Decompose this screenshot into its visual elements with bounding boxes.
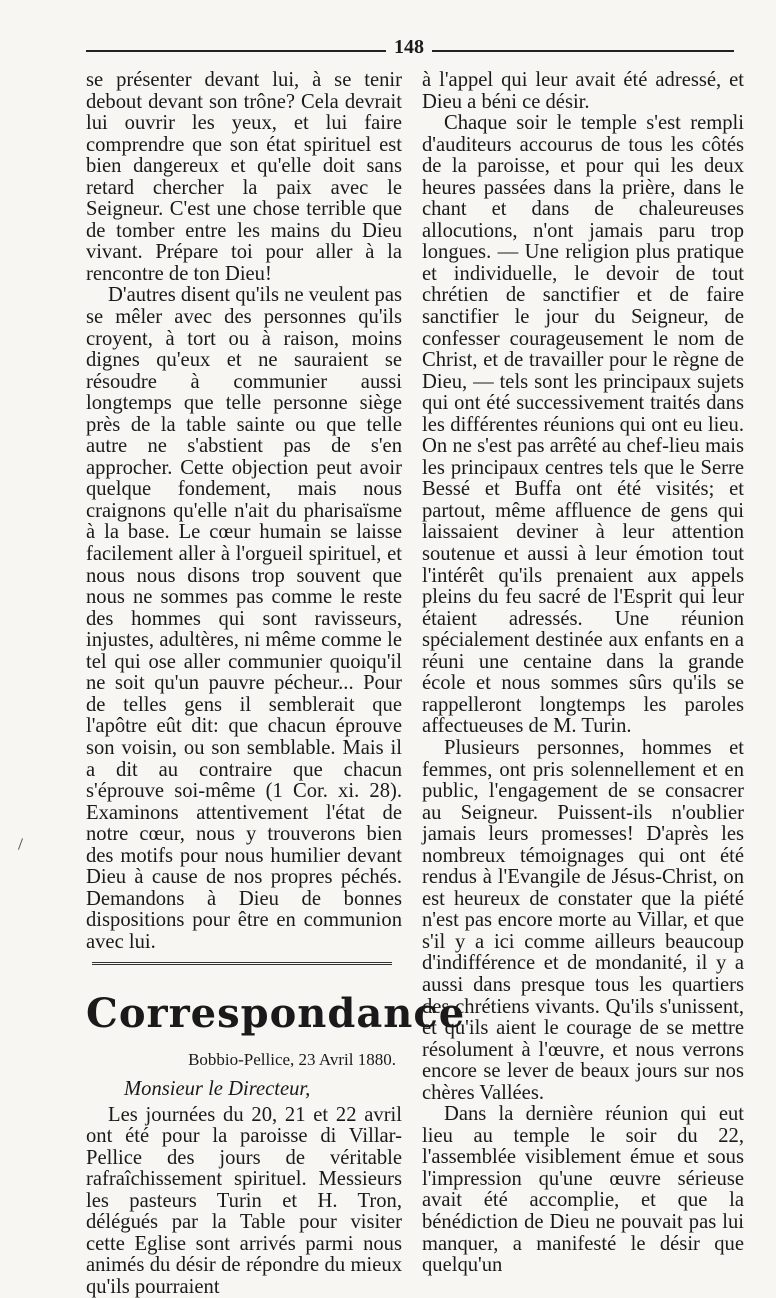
header-rule-left: [86, 50, 386, 52]
section-title: Correspondance: [86, 990, 466, 1038]
margin-mark: [18, 838, 23, 850]
paragraph: D'autres disent qu'ils ne veulent pas se mêler avec des personnes qu'ils croyent, à tort ou à raison, moins dignes qu'eux et ne sauraient se résoudre à communier aussi longtemps que telle personne siège près de la table sainte ou que telle autre ne s'abstient pas de s'en approcher. Cette objection peut avoir quelque fondement, mais nous craignons qu'elle n'ait du pharisaïsme à la base. Le cœur humain se laisse facilement aller à l'orgueil spirituel, et nous nous disons trop souvent que nous ne sommes pas comme le reste des hommes qui sont ravisseurs, injustes, adultères, ni même comme le tel qui ose aller communier quoiqu'il ne soit qu'un pauvre pécheur... Pour de telles gens il semblerait que l'apôtre eût dit: que chacun éprouve son voisin, ou son semblable. Mais il a dit au contraire que chacun s'éprouve soi-même (1 Cor. xi. 28). Examinons attentivement l'état de notre cœur, nous y trouverons bien des motifs pour nous humilier devant Dieu à cause de nos propres péchés. Demandons à Dieu de bonnes dispositions pour être en communion avec lui.: [86, 284, 402, 953]
left-column: [86, 69, 466, 1298]
paragraph: Plusieurs personnes, hommes et femmes, ont pris solennellement et en public, l'engagement de se consacrer au Seigneur. Puissent-ils n'oublier jamais leurs promesses! D'après les nombreux témoignages qui ont été rendus à l'Evangile de Jésus-Christ, on est heureux de constater que la piété n'est pas encore morte au Villar, et que s'il y a ici comme ailleurs beaucoup d'indifférence et de mondanité, il y a aussi dans presque tous les quartiers des chrétiens vivants. Qu'ils s'unissent, et qu'ils aient le courage de se mettre résolument à l'œuvre, et nous verrons encore se lever de beaux jours sur nos chères Vallées.: [422, 736, 744, 1104]
right-column: [422, 70, 744, 1277]
letter-dateline: Bobbio-Pellice, 23 Avril 1880.: [188, 1050, 396, 1070]
paragraph: Chaque soir le temple s'est rempli d'auditeurs accourus de tous les côtés de la paroisse, et pour qui les deux heures passées dans la prière, dans le chant et dans de chaleureuses allocutions, n'ont jamais paru trop longues. — Une religion plus pratique et individuelle, le devoir de tout chrétien de sanctifier et de faire sanctifier le jour du Seigneur, de confesser courageusement le nom de Christ, et de travailler pour le règne de Dieu, — tels sont les principaux sujets qui ont été successivement traités dans les différentes réunions qui ont eu lieu. On ne s'est pas arrêté au chef-lieu mais les principaux centres tels que le Serre Bessé et Buffa ont été visités; et partout, même affluence de gens qui laissaient deviner à leur attention soutenue et aussi à leur émotion tout l'intérêt qu'ils prenaient aux appels pleins du feu sacré de l'Esprit qui leur étaient adressés. Une réunion spécialement destinée aux enfants en a réuni une centaine dans la grande école et nous sommes sûrs qu'ils se rappelleront longtemps les paroles affectueuses de M. Turin.: [422, 112, 744, 738]
paragraph: Les journées du 20, 21 et 22 avril ont été pour la paroisse di Villar-Pellice des jours de véritable rafraîchissement spirituel. Messieurs les pasteurs Turin et H. Tron, délégués par la Table pour visiter cette Eglise sont arrivés parmi nous animés du désir de répondre du mieux qu'ils pourraient: [86, 1103, 402, 1298]
paragraph: Dans la dernière réunion qui eut lieu au temple le soir du 22, l'assemblée visiblement émue et sous l'impression qu'une œuvre sérieuse avait été accomplie, et que la bénédiction de Dieu ne pouvait pas lui manquer, a manifesté le désir que quelqu'un: [422, 1103, 744, 1277]
section-divider: [92, 962, 392, 965]
page-number: 148: [394, 36, 424, 58]
letter-salutation: Monsieur le Directeur,: [124, 1077, 311, 1100]
paragraph: se présenter devant lui, à se tenir debout devant son trône? Cela devrait lui ouvrir les yeux, et lui faire comprendre que son état spirituel est bien dangereux et qu'elle doit sans retard chercher la paix avec le Seigneur. C'est une chose terrible que de tomber entre les mains du Dieu vivant. Prépare toi pour aller à la rencontre de ton Dieu!: [86, 69, 402, 285]
paragraph: à l'appel qui leur avait été adressé, et Dieu a béni ce désir.: [422, 69, 744, 113]
header-rule-right: [432, 50, 734, 52]
